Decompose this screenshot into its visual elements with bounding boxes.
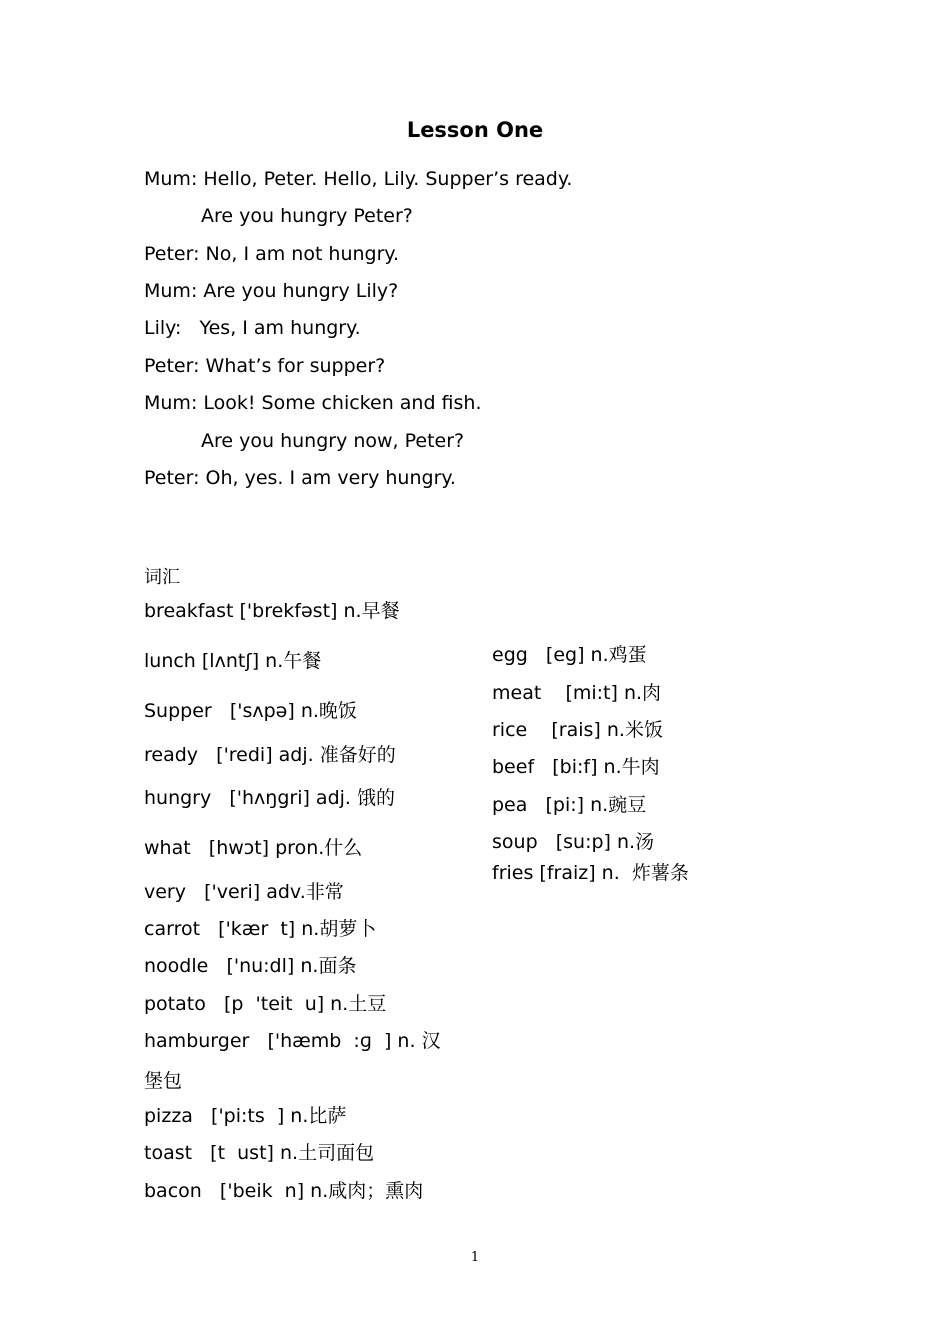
vocab-chinese: 肉 xyxy=(642,682,662,704)
vocab-chinese: 什么 xyxy=(324,837,363,859)
vocab-item xyxy=(144,833,362,860)
vocab-chinese: 早餐 xyxy=(361,600,400,622)
dialogue-line: Lily: Yes, I am hungry. xyxy=(144,317,361,339)
vocab-chinese: 胡萝卜 xyxy=(319,918,377,940)
vocab-item xyxy=(144,1101,346,1128)
vocab-item xyxy=(492,752,660,779)
vocab-english: pea [pi:] n. xyxy=(492,794,609,816)
vocab-chinese: 面条 xyxy=(318,955,357,977)
dialogue-line: Mum: Look! Some chicken and fish. xyxy=(144,392,482,414)
vocab-item xyxy=(144,951,356,978)
vocab-english: fries [fraiz] n. xyxy=(492,862,632,884)
dialogue-line: Are you hungry now, Peter? xyxy=(201,430,465,452)
vocab-chinese: 饿的 xyxy=(357,787,396,809)
vocab-chinese: 牛肉 xyxy=(621,756,660,778)
vocab-item xyxy=(144,696,357,723)
vocab-chinese: 豌豆 xyxy=(608,794,647,816)
lesson-title: Lesson One xyxy=(406,118,544,142)
vocab-english: beef [bi:f] n. xyxy=(492,756,622,778)
vocab-chinese: 汤 xyxy=(635,831,655,853)
vocab-item xyxy=(144,877,344,904)
vocab-english: rice [rais] n. xyxy=(492,719,625,741)
vocab-english: bacon ['beik n] n. xyxy=(144,1180,329,1202)
vocab-item xyxy=(144,1066,182,1093)
vocab-item xyxy=(144,1138,374,1165)
vocab-item xyxy=(144,783,395,810)
vocab-item xyxy=(492,715,663,742)
vocab-chinese: 准备好的 xyxy=(319,744,396,766)
vocab-english: what [hwɔt] pron. xyxy=(144,837,325,859)
vocab-english: toast [t ust] n. xyxy=(144,1142,299,1164)
dialogue-line: Are you hungry Peter? xyxy=(201,205,413,227)
vocab-chinese: 汉 xyxy=(421,1030,441,1052)
dialogue-line: Peter: What’s for supper? xyxy=(144,355,386,377)
vocab-item xyxy=(144,1176,423,1203)
vocab-chinese: 米饭 xyxy=(624,719,663,741)
vocab-item xyxy=(492,640,647,667)
vocab-item xyxy=(144,1026,441,1053)
dialogue-line: Mum: Hello, Peter. Hello, Lily. Supper’s ready. xyxy=(144,168,573,190)
vocab-item xyxy=(144,740,396,767)
vocab-chinese: 晚饭 xyxy=(318,700,357,722)
vocab-item xyxy=(492,678,661,705)
vocab-item xyxy=(492,827,654,854)
vocabulary-heading: 词汇 xyxy=(144,567,180,588)
vocab-english: egg [eg] n. xyxy=(492,644,609,666)
vocab-english: very ['veri] adv. xyxy=(144,881,306,903)
vocab-english: soup [su:p] n. xyxy=(492,831,636,853)
vocab-english: noodle ['nu:dl] n. xyxy=(144,955,319,977)
vocab-chinese: 午餐 xyxy=(283,650,322,672)
vocab-item xyxy=(492,790,646,817)
vocab-english: meat [mi:t] n. xyxy=(492,682,643,704)
vocab-item xyxy=(144,914,376,941)
vocab-english: potato [p 'teit u] n. xyxy=(144,993,349,1015)
dialogue-line: Peter: No, I am not hungry. xyxy=(144,243,400,265)
dialogue-line: Peter: Oh, yes. I am very hungry. xyxy=(144,467,456,489)
dialogue-line: Mum: Are you hungry Lily? xyxy=(144,280,399,302)
vocab-item xyxy=(144,596,400,623)
vocab-item xyxy=(144,646,321,673)
vocab-chinese: 鸡蛋 xyxy=(608,644,647,666)
vocab-english: ready ['redi] adj. xyxy=(144,744,320,766)
vocab-english: hamburger ['hæmb :ɡ ] n. xyxy=(144,1030,422,1052)
vocab-english: hungry ['hʌŋgri] adj. xyxy=(144,787,357,809)
vocab-chinese: 比萨 xyxy=(308,1105,347,1127)
vocab-english: pizza ['pi:ts ] n. xyxy=(144,1105,309,1127)
vocab-english: lunch [lʌntʃ] n. xyxy=(144,650,284,672)
vocab-chinese: 炸薯条 xyxy=(631,862,689,884)
vocab-chinese: 土豆 xyxy=(348,993,387,1015)
vocab-english: carrot ['kær t] n. xyxy=(144,918,320,940)
vocab-english: Supper ['sʌpə] n. xyxy=(144,700,319,722)
vocab-chinese: 土司面包 xyxy=(298,1142,375,1164)
vocab-english: breakfast ['brekfəst] n. xyxy=(144,600,362,622)
page-number: 1 xyxy=(470,1250,480,1265)
vocab-item xyxy=(492,858,689,885)
vocab-chinese: 咸肉；熏肉 xyxy=(328,1180,424,1202)
vocab-item xyxy=(144,989,386,1016)
vocab-chinese: 非常 xyxy=(305,881,344,903)
vocab-chinese: 堡包 xyxy=(144,1070,183,1092)
